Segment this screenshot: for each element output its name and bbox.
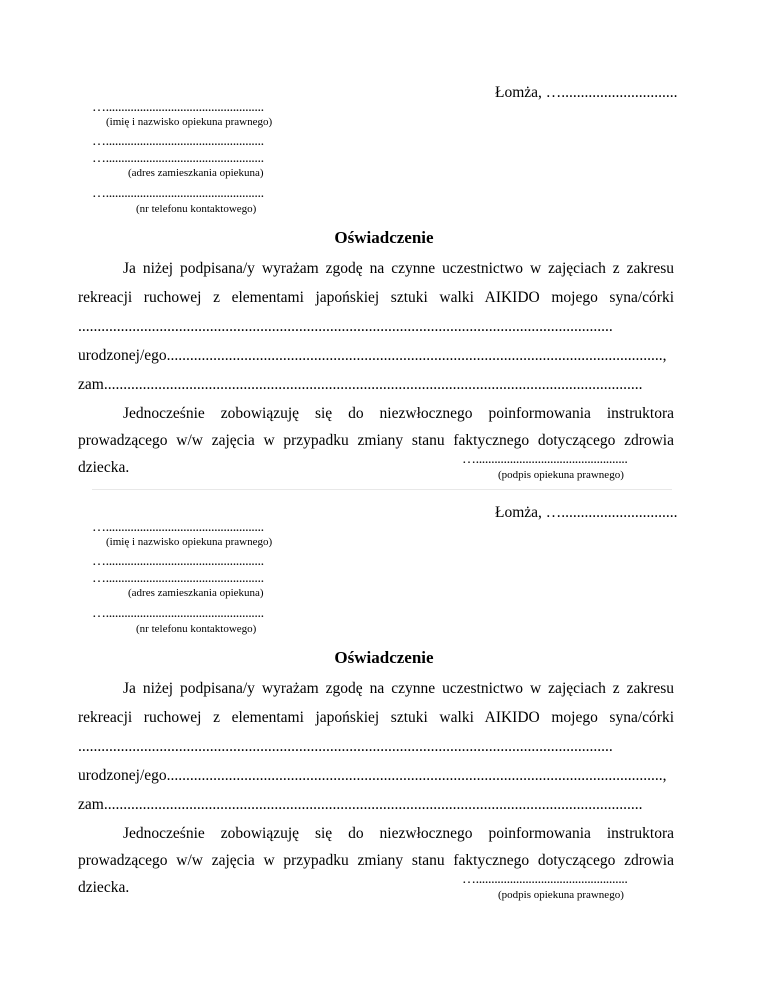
child-address-line[interactable]: zam........................................................................................................................................... <box>78 376 643 393</box>
obligation-line-2: prowadzącego w/w zajęcia w przypadku zmiany stanu faktycznego dotyczącego zdrowia <box>78 852 674 869</box>
statement-title: Oświadczenie <box>334 228 434 247</box>
guardian-address-line-2[interactable]: …................................................... <box>92 571 264 586</box>
consent-line-2: rekreacji ruchowej z elementami japońskiej sztuki walki AIKIDO mojego syna/córki <box>78 289 674 306</box>
guardian-address-caption: (adres zamieszkania opiekuna) <box>128 587 264 599</box>
guardian-name-line[interactable]: …................................................... <box>92 100 264 115</box>
statement-title: Oświadczenie <box>334 648 434 667</box>
place-date-line[interactable]: Łomża, ….............................. <box>495 84 678 101</box>
guardian-name-caption: (imię i nazwisko opiekuna prawnego) <box>106 536 273 548</box>
obligation-line-3: dziecka. <box>78 459 130 476</box>
child-birth-line[interactable]: urodzonej/ego................................................................................................................................, <box>78 347 667 364</box>
guardian-address-line-2[interactable]: …................................................... <box>92 151 264 166</box>
obligation-line-1: Jednocześnie zobowiązuję się do niezwłocznego poinformowania instruktora <box>123 405 674 422</box>
obligation-line-1: Jednocześnie zobowiązuję się do niezwłocznego poinformowania instruktora <box>123 825 674 842</box>
guardian-address-line-1[interactable]: …................................................... <box>92 134 264 149</box>
guardian-address-caption: (adres zamieszkania opiekuna) <box>128 167 264 179</box>
child-name-line[interactable]: .......................................................................................................................................... <box>78 738 613 755</box>
child-birth-line[interactable]: urodzonej/ego................................................................................................................................, <box>78 767 667 784</box>
guardian-phone-line[interactable]: …................................................... <box>92 186 264 201</box>
guardian-phone-caption: (nr telefonu kontaktowego) <box>136 203 257 215</box>
consent-line-1: Ja niżej podpisana/y wyrażam zgodę na czynne uczestnictwo w zajęciach z zakresu <box>123 260 674 277</box>
guardian-name-caption: (imię i nazwisko opiekuna prawnego) <box>106 116 273 128</box>
signature-line[interactable]: …................................................. <box>462 452 628 467</box>
child-address-line[interactable]: zam........................................................................................................................................... <box>78 796 643 813</box>
signature-caption: (podpis opiekuna prawnego) <box>498 889 624 901</box>
guardian-phone-caption: (nr telefonu kontaktowego) <box>136 623 257 635</box>
signature-line[interactable]: …................................................. <box>462 872 628 887</box>
guardian-address-line-1[interactable]: …................................................... <box>92 554 264 569</box>
consent-line-1: Ja niżej podpisana/y wyrażam zgodę na czynne uczestnictwo w zajęciach z zakresu <box>123 680 674 697</box>
section-divider <box>92 489 672 490</box>
signature-caption: (podpis opiekuna prawnego) <box>498 469 624 481</box>
obligation-line-2: prowadzącego w/w zajęcia w przypadku zmiany stanu faktycznego dotyczącego zdrowia <box>78 432 674 449</box>
guardian-phone-line[interactable]: …................................................... <box>92 606 264 621</box>
obligation-line-3: dziecka. <box>78 879 130 896</box>
child-name-line[interactable]: .......................................................................................................................................... <box>78 318 613 335</box>
place-date-line[interactable]: Łomża, ….............................. <box>495 504 678 521</box>
consent-line-2: rekreacji ruchowej z elementami japońskiej sztuki walki AIKIDO mojego syna/córki <box>78 709 674 726</box>
guardian-name-line[interactable]: …................................................... <box>92 520 264 535</box>
